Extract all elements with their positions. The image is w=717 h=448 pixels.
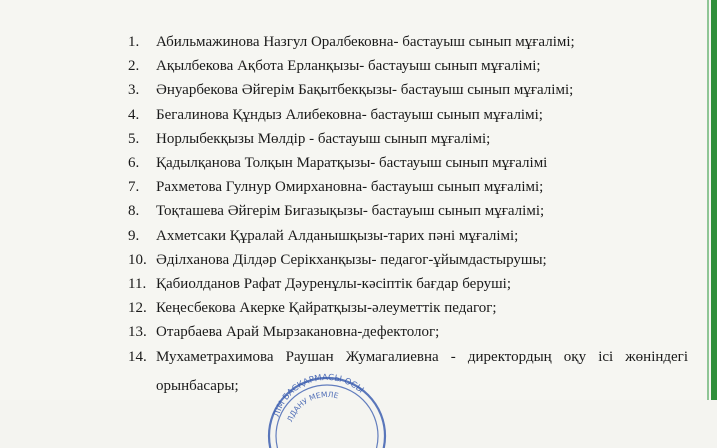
item-number: 13. bbox=[128, 324, 147, 341]
item-number: 1. bbox=[128, 34, 140, 50]
staff-list-item bbox=[128, 175, 688, 199]
staff-list-item bbox=[128, 151, 688, 175]
staff-list-item bbox=[128, 345, 688, 369]
staff-list-item bbox=[128, 54, 688, 78]
item-number: 5. bbox=[128, 130, 140, 147]
item-text: Қадылқанова Толқын Маратқызы- бастауыш сынып мұғалімі bbox=[156, 155, 548, 172]
item-number: 12. bbox=[128, 300, 147, 317]
item-number: 8. bbox=[128, 203, 140, 220]
staff-list-item bbox=[128, 78, 688, 102]
stamp-inner-text: ЛДАНУ МЕМЛЕ bbox=[285, 389, 340, 424]
staff-list-item bbox=[128, 224, 688, 248]
item-text: Норлыбекқызы Мөлдір - бастауыш сынып мұғалімі; bbox=[156, 130, 491, 147]
item-text: Ақылбекова Ақбота Ерланқызы- бастауыш сынып мұғалімі; bbox=[156, 58, 541, 75]
staff-list-item bbox=[128, 272, 688, 296]
item-number: 2. bbox=[128, 58, 140, 75]
item-text: Тоқташева Әйгерім Бигазықызы- бастауыш сынып мұғалімі; bbox=[156, 203, 545, 220]
item-number: 4. bbox=[128, 106, 140, 123]
item-text: Абильмажинова Назгул Оралбековна- бастауыш сынып мұғалімі; bbox=[156, 34, 575, 50]
item-number: 7. bbox=[128, 179, 140, 196]
staff-list bbox=[128, 30, 688, 369]
item-number: 3. bbox=[128, 82, 140, 99]
staff-list-item bbox=[128, 30, 688, 54]
item-text: Әнуарбекова Әйгерім Бақытбекқызы- бастауыш сынып мұғалімі; bbox=[156, 82, 574, 99]
page-edge-line bbox=[707, 0, 709, 400]
staff-list-item bbox=[128, 103, 688, 127]
staff-list-item bbox=[128, 248, 688, 272]
item-text: Мухаметрахимова Раушан Жумагалиевна - директордың оқу ісі жөніндегі bbox=[156, 348, 688, 365]
item-text: Рахметова Гулнур Омирхановна- бастауыш сынып мұғалімі; bbox=[156, 179, 544, 196]
staff-list-item bbox=[128, 199, 688, 223]
page-edge-border bbox=[711, 0, 717, 400]
item-text: Әділханова Ділдәр Серікханқызы- педагог-ұйымдастырушы; bbox=[156, 251, 547, 268]
official-stamp bbox=[262, 368, 392, 448]
item-number: 11. bbox=[128, 276, 147, 293]
item-number: 6. bbox=[128, 155, 140, 172]
item-text: Бегалинова Құндыз Алибековна- бастауыш сынып мұғалімі; bbox=[156, 106, 543, 123]
item-14-continuation: орынбасары; bbox=[156, 378, 239, 394]
item-text: Ахметсаки Құралай Алданышқызы-тарих пәні мұғалімі; bbox=[156, 227, 519, 244]
staff-list-item bbox=[128, 320, 688, 344]
item-text: Отарбаева Арай Мырзакановна-дефектолог; bbox=[156, 324, 440, 341]
item-text: Кеңесбекова Акерке Қайратқызы-әлеуметтік педагог; bbox=[156, 300, 497, 317]
stamp-outer-text: ЛІМ БАСҚАРМАСЫ ОСЫ bbox=[271, 372, 366, 419]
item-number: 14. bbox=[128, 348, 147, 365]
item-text: Қабиолданов Рафат Дәуренұлы-кәсіптік бағдар беруші; bbox=[156, 276, 512, 293]
item-number: 10. bbox=[128, 251, 147, 268]
staff-list-item bbox=[128, 296, 688, 320]
item-number: 9. bbox=[128, 227, 140, 244]
staff-list-item bbox=[128, 127, 688, 151]
